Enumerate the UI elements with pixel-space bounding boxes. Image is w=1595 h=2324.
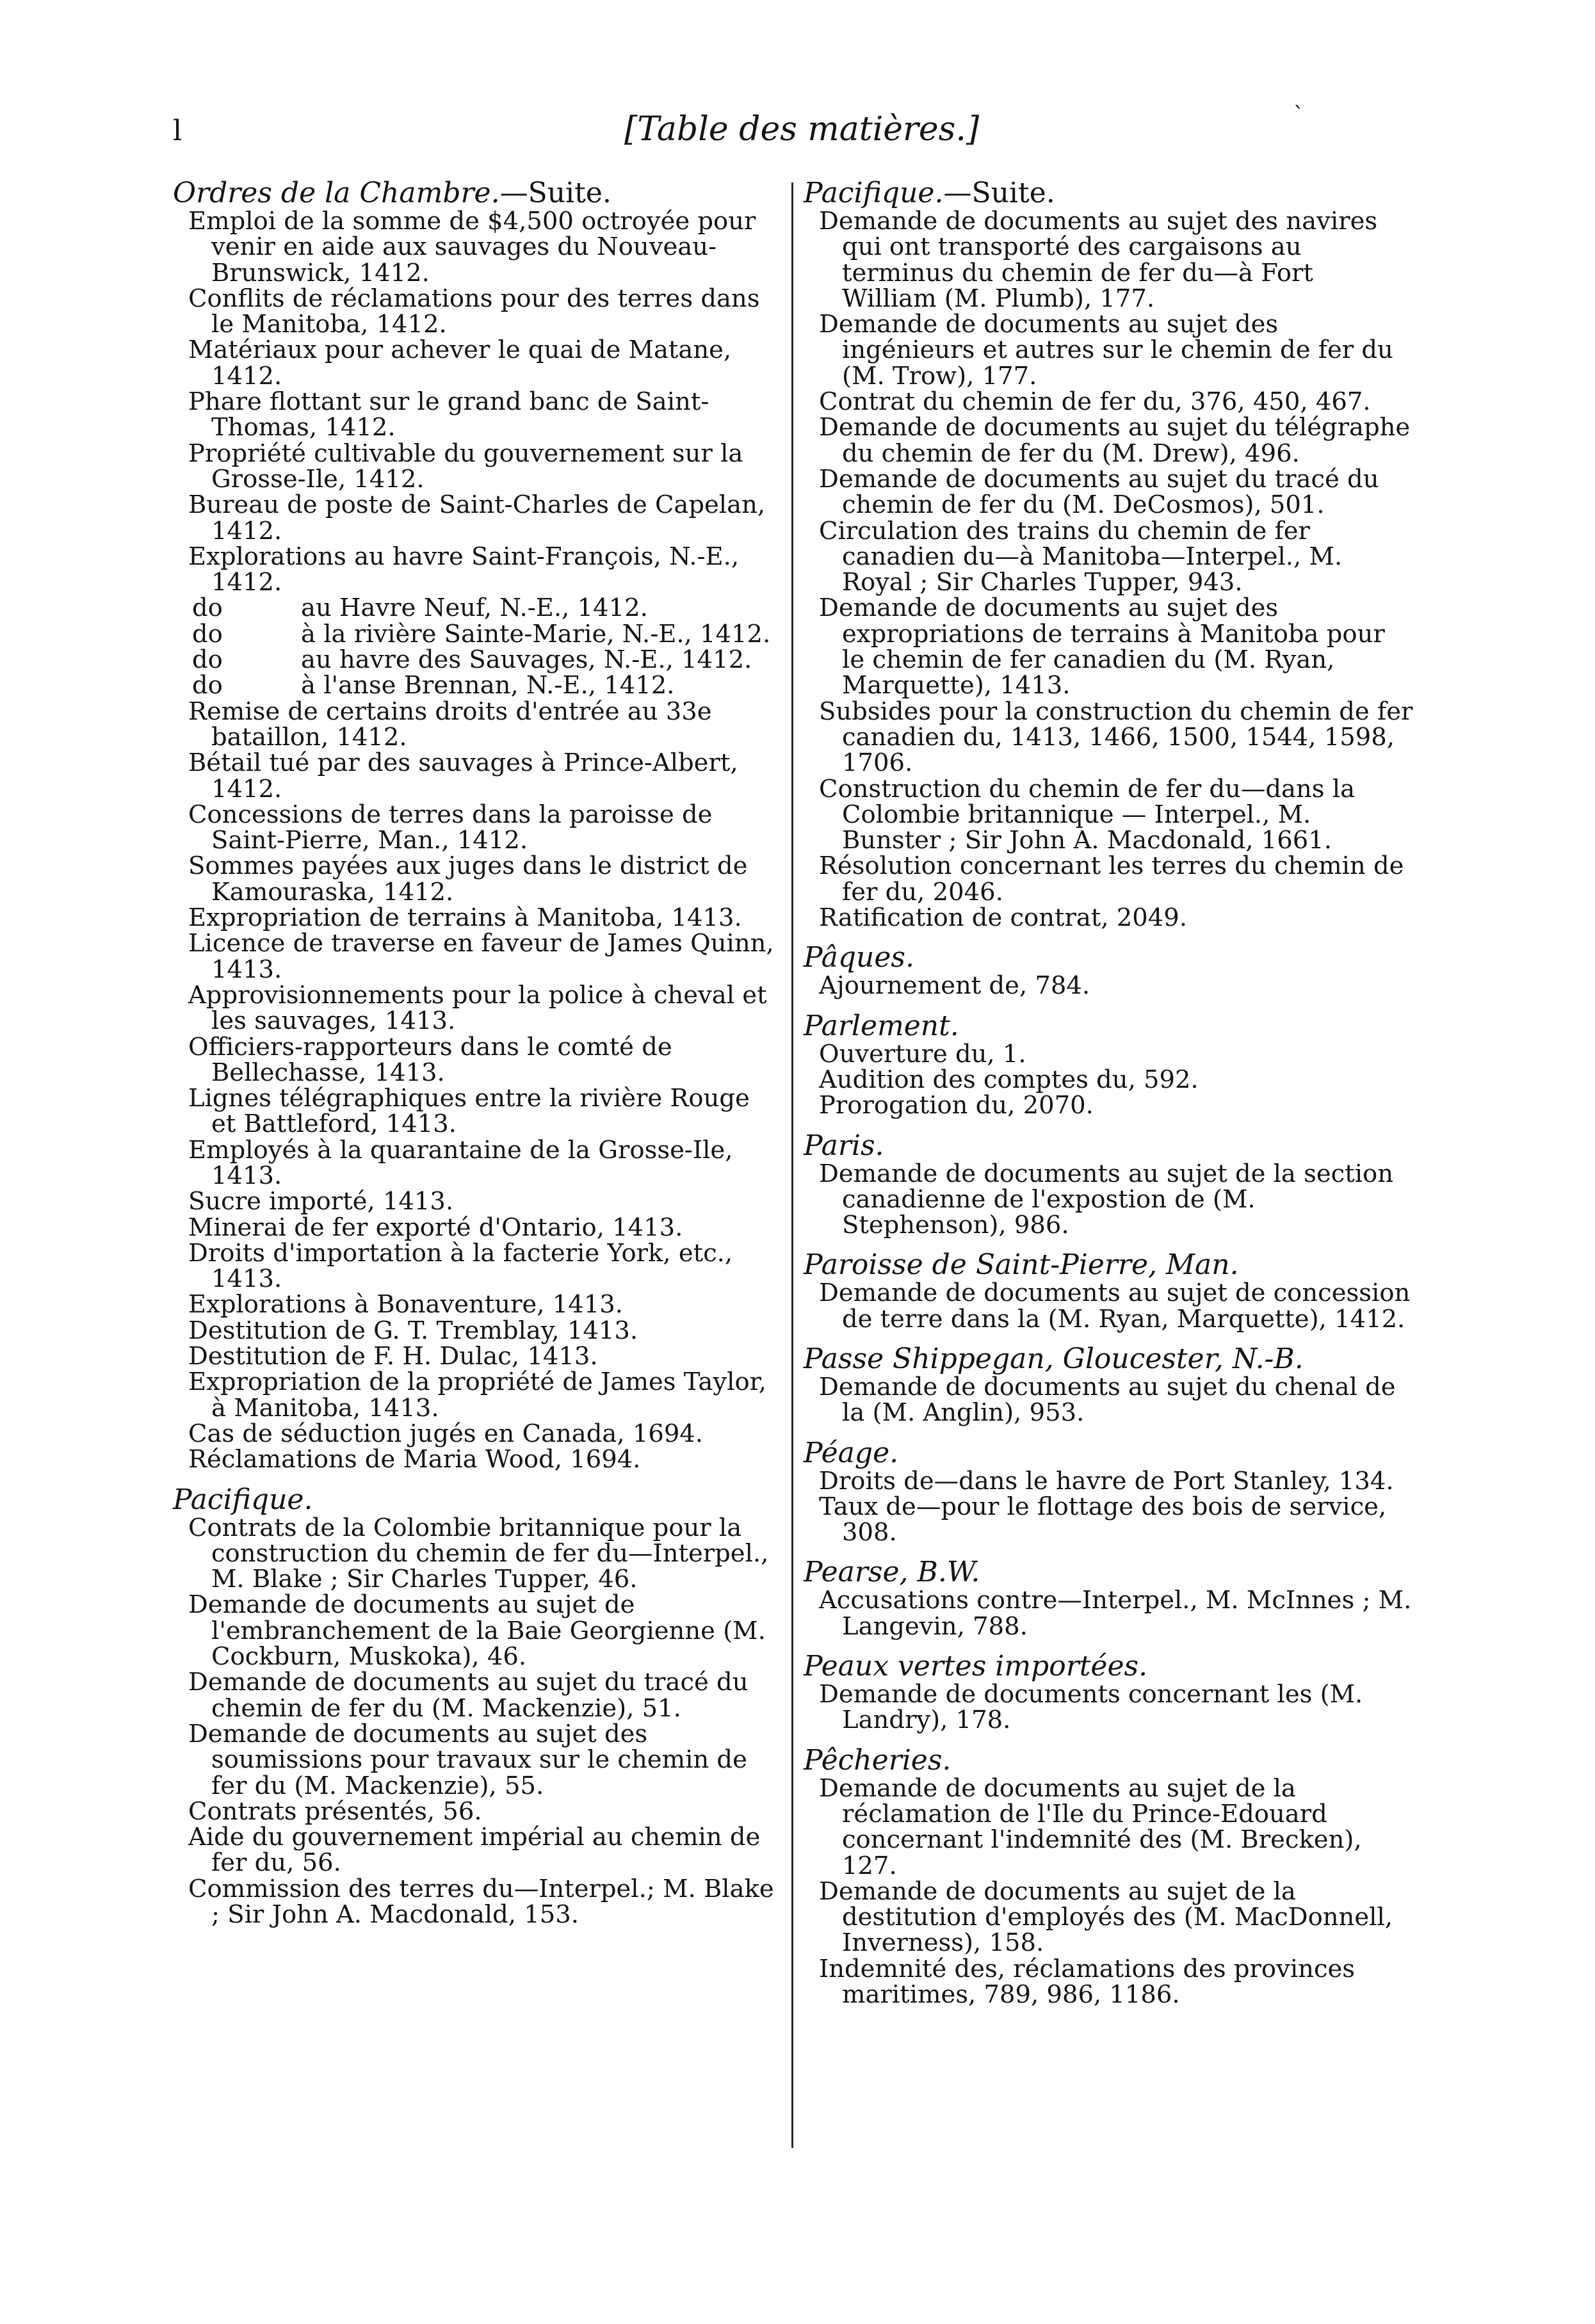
index-entry: Commission des terres du—Interpel.; M. Blake ; Sir John A. Macdonald, 153. (188, 1874, 774, 1929)
index-entry: Lignes télégraphiques entre la rivière Rouge et Battleford, 1413. (188, 1084, 750, 1139)
index-entry: Minerai de fer exporté d'Ontario, 1413. (188, 1213, 683, 1242)
index-entry: Demande de documents au sujet de concession de terre dans la (M. Ryan, Marquette), 1412. (819, 1279, 1411, 1334)
index-entry: Matériaux pour achever le quai de Matane, 1412. (188, 335, 732, 391)
index-entry: Bétail tué par des sauvages à Prince-Albert, 1412. (188, 748, 738, 803)
index-entry: Contrats présentés, 56. (188, 1796, 482, 1826)
right-column (804, 178, 1418, 2008)
heading-text: Péage. (804, 1436, 899, 1469)
ditto-mark: do (192, 645, 223, 675)
entry-text: au havre des Sauvages, N.-E., 1412. (301, 645, 752, 675)
heading-text: Pêcheries. (804, 1743, 951, 1777)
index-entry: Demande de documents au sujet des expropriations de terrains à Manitoba pour le chemin de fer canadien du (M. Ryan, Marquette), 1413. (819, 593, 1385, 700)
index-entry: Indemnité des, réclamations des provinces maritimes, 789, 986, 1186. (819, 1954, 1356, 2010)
index-entry: Subsides pour la construction du chemin de fer canadien du, 1413, 1466, 1500, 1544, 1598, 1706. (819, 697, 1413, 778)
section-heading (804, 1651, 1418, 1682)
index-entry: Demande de documents au sujet de la section canadienne de l'expostion de (M. Stephenson), 986. (819, 1159, 1393, 1240)
index-entry-ditto (173, 673, 779, 698)
index-entry: Taux de—pour le flottage des bois de service, 308. (819, 1492, 1387, 1547)
index-entry-ditto (173, 619, 779, 649)
index-entry-ditto (173, 647, 779, 673)
index-entry: Demande de documents au sujet de la destitution d'employés des (M. MacDonnell, Inverness), 158. (819, 1876, 1393, 1958)
index-entry: Audition des comptes du, 592. (819, 1065, 1199, 1094)
heading-text: Pacifique. (173, 1483, 313, 1516)
heading-text: Peaux vertes importées. (804, 1650, 1148, 1683)
index-entry: Demande de documents au sujet des ingénieurs et autres sur le chemin de fer du (M. Trow), 177. (819, 310, 1393, 391)
heading-text: Pâques. (804, 941, 914, 974)
section-heading (804, 1250, 1418, 1280)
section-heading (804, 1438, 1418, 1469)
section-heading (804, 1745, 1418, 1776)
index-entry: Demande de documents au sujet de la réclamation de l'Ile du Prince-Edouard concernant l'indemnité des (M. Brecken), 127. (819, 1773, 1362, 1880)
index-entry: Phare flottant sur le grand banc de Saint-Thomas, 1412. (188, 387, 709, 442)
index-entry: Bureau de poste de Saint-Charles de Capelan, 1412. (188, 490, 766, 545)
heading-suffix: —Suite. (499, 177, 611, 209)
index-entry: Droits d'importation à la facterie York, etc., 1413. (188, 1238, 733, 1294)
index-entry: Sommes payées aux juges dans le district de Kamouraska, 1412. (188, 851, 748, 907)
left-column (173, 178, 784, 1928)
page-number: l (173, 115, 182, 147)
ditto-mark: do (192, 593, 223, 623)
print-mark: ` (1293, 102, 1304, 128)
entry-text: au Havre Neuf, N.-E., 1412. (301, 593, 648, 623)
ditto-mark: do (192, 671, 223, 700)
index-entry: Réclamations de Maria Wood, 1694. (188, 1445, 641, 1474)
section-heading (173, 1485, 784, 1515)
index-entry: Résolution concernant les terres du chemin de fer du, 2046. (819, 851, 1404, 907)
index-entry: Ratification de contrat, 2049. (819, 903, 1187, 933)
index-entry: Expropriation de terrains à Manitoba, 1413. (188, 903, 742, 933)
section-heading (173, 178, 784, 209)
index-entry: Emploi de la somme de $4,500 octroyée pour venir en aide aux sauvages du Nouveau-Brunswick, 1412. (188, 207, 756, 287)
index-entry: Approvisionnements pour la police à cheval et les sauvages, 1413. (188, 980, 767, 1036)
section-heading (804, 178, 1418, 209)
index-entry-ditto (173, 595, 779, 621)
section-heading (804, 942, 1418, 973)
index-entry: Remise de certains droits d'entrée au 33e bataillon, 1412. (188, 697, 712, 752)
index-entry: Employés à la quarantaine de la Grosse-Ile, 1413. (188, 1135, 733, 1190)
index-entry: Destitution de F. H. Dulac, 1413. (188, 1342, 598, 1371)
heading-text: Passe Shippegan, Gloucester, N.-B. (804, 1342, 1304, 1375)
index-entry: Conflits de réclamations pour des terres dans le Manitoba, 1412. (188, 284, 760, 339)
index-entry: Circulation des trains du chemin de fer canadien du—à Manitoba—Interpel., M. Royal ; Sir Charles Tupper, 943. (819, 516, 1343, 597)
index-entry: Expropriation de la propriété de James Taylor, à Manitoba, 1413. (188, 1368, 767, 1423)
section-heading (804, 1011, 1418, 1042)
index-entry: Demande de documents au sujet du chenal de la (M. Anglin), 953. (819, 1372, 1396, 1428)
index-entry: Droits de—dans le havre de Port Stanley, 134. (819, 1466, 1394, 1496)
index-entry: Demande de documents au sujet du tracé du chemin de fer du (M. Mackenzie), 51. (188, 1668, 749, 1723)
index-entry: Aide du gouvernement impérial au chemin de fer du, 56. (188, 1823, 761, 1878)
index-entry: Licence de traverse en faveur de James Quinn, 1413. (188, 929, 774, 984)
entry-text: à la rivière Sainte-Marie, N.-E., 1412. (301, 619, 771, 649)
index-entry: Accusations contre—Interpel., M. McInnes ; M. Langevin, 788. (819, 1586, 1412, 1641)
ditto-mark: do (192, 619, 223, 649)
index-entry: Contrats de la Colombie britannique pour la construction du chemin de fer du—Interpel., M. Blake ; Sir Charles Tupper, 46. (188, 1513, 769, 1594)
heading-text: Paris. (804, 1129, 884, 1162)
section-heading (804, 1344, 1418, 1375)
section-heading (804, 1131, 1418, 1161)
index-entry: Demande de documents au sujet du tracé du chemin de fer du (M. DeCosmos), 501. (819, 464, 1379, 520)
section-heading (804, 1557, 1418, 1588)
index-entry: Destitution de G. T. Tremblay, 1413. (188, 1316, 638, 1345)
index-entry: Demande de documents au sujet des navires qui ont transporté des cargaisons au terminus du chemin de fer du—à Fort William (M. Plumb), 177. (819, 207, 1378, 313)
index-entry: Cas de séduction jugés en Canada, 1694. (188, 1419, 704, 1448)
index-entry: Demande de documents au sujet du télégraphe du chemin de fer du (M. Drew), 496. (819, 413, 1411, 468)
index-entry: Officiers-rapporteurs dans le comté de Bellechasse, 1413. (188, 1032, 672, 1087)
index-entry: Prorogation du, 2070. (819, 1091, 1094, 1120)
running-title: [Table des matières.] (624, 110, 980, 149)
index-entry: Ajournement de, 784. (819, 971, 1090, 1001)
heading-text: Pacifique. (804, 177, 944, 209)
entry-text: à l'anse Brennan, N.-E., 1412. (301, 671, 675, 700)
index-entry: Concessions de terres dans la paroisse de Saint-Pierre, Man., 1412. (188, 800, 713, 855)
index-entry: Explorations à Bonaventure, 1413. (188, 1290, 623, 1319)
index-entry: Demande de documents concernant les (M. Landry), 178. (819, 1680, 1363, 1735)
index-entry: Contrat du chemin de fer du, 376, 450, 467. (819, 387, 1371, 417)
index-entry: Demande de documents au sujet des soumissions pour travaux sur le chemin de fer du (M. Mackenzie), 55. (188, 1719, 747, 1800)
index-entry: Explorations au havre Saint-François, N.-E., 1412. (188, 542, 740, 597)
heading-text: Parlement. (804, 1009, 959, 1042)
heading-text: Pearse, B.W. (804, 1556, 980, 1589)
index-entry: Sucre importé, 1413. (188, 1187, 454, 1216)
index-entry: Construction du chemin de fer du—dans la Colombie britannique — Interpel., M. Bunster ; Sir John A. Macdonald, 1661. (819, 774, 1356, 855)
index-entry: Ouverture du, 1. (819, 1039, 1026, 1069)
heading-suffix: —Suite. (943, 177, 1055, 209)
heading-text: Ordres de la Chambre. (173, 177, 500, 209)
index-entry: Demande de documents au sujet de l'embranchement de la Baie Georgienne (M. Cockburn, Muskoka), 46. (188, 1590, 766, 1672)
heading-text: Paroisse de Saint-Pierre, Man. (804, 1248, 1239, 1282)
index-entry: Propriété cultivable du gouvernement sur la Grosse-Ile, 1412. (188, 439, 743, 494)
column-divider (791, 182, 793, 2148)
